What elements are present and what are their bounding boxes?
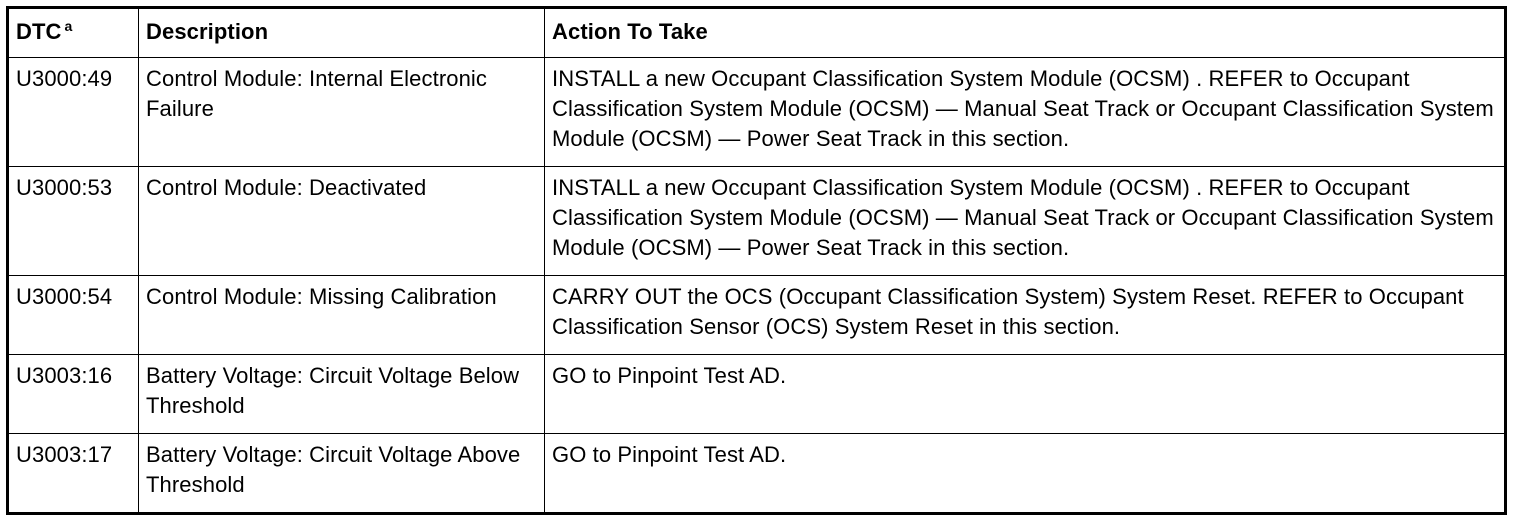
dtc-action: GO to Pinpoint Test AD. bbox=[545, 355, 1506, 434]
header-row bbox=[8, 8, 1506, 58]
dtc-description: Battery Voltage: Circuit Voltage Below Threshold bbox=[139, 355, 545, 434]
header-description: Description bbox=[139, 8, 545, 58]
dtc-description: Control Module: Internal Electronic Failure bbox=[139, 58, 545, 167]
header-action: Action To Take bbox=[545, 8, 1506, 58]
dtc-action: GO to Pinpoint Test AD. bbox=[545, 434, 1506, 514]
table-body bbox=[8, 58, 1506, 514]
table-header bbox=[8, 8, 1506, 58]
dtc-action: INSTALL a new Occupant Classification System Module (OCSM) . REFER to Occupant Classification System Module (OCSM) — Manual Seat Track or Occupant Classification System Module (OCSM) — Power Seat Track in this section. bbox=[545, 167, 1506, 276]
dtc-description: Control Module: Deactivated bbox=[139, 167, 545, 276]
header-dtc bbox=[8, 8, 139, 58]
dtc-action: CARRY OUT the OCS (Occupant Classification System) System Reset. REFER to Occupant Classification Sensor (OCS) System Reset in this section. bbox=[545, 276, 1506, 355]
table-row bbox=[8, 167, 1506, 276]
dtc-description: Battery Voltage: Circuit Voltage Above Threshold bbox=[139, 434, 545, 514]
dtc-description: Control Module: Missing Calibration bbox=[139, 276, 545, 355]
dtc-code: U3003:16 bbox=[8, 355, 139, 434]
header-dtc-footnote: a bbox=[64, 17, 73, 34]
table-row bbox=[8, 58, 1506, 167]
dtc-table bbox=[6, 6, 1507, 515]
dtc-code: U3000:49 bbox=[8, 58, 139, 167]
dtc-code: U3000:54 bbox=[8, 276, 139, 355]
table-row bbox=[8, 434, 1506, 514]
table-row bbox=[8, 276, 1506, 355]
table-row bbox=[8, 355, 1506, 434]
dtc-action: INSTALL a new Occupant Classification System Module (OCSM) . REFER to Occupant Classification System Module (OCSM) — Manual Seat Track or Occupant Classification System Module (OCSM) — Power Seat Track in this section. bbox=[545, 58, 1506, 167]
dtc-code: U3000:53 bbox=[8, 167, 139, 276]
header-dtc-label: DTC bbox=[16, 19, 62, 44]
dtc-code: U3003:17 bbox=[8, 434, 139, 514]
